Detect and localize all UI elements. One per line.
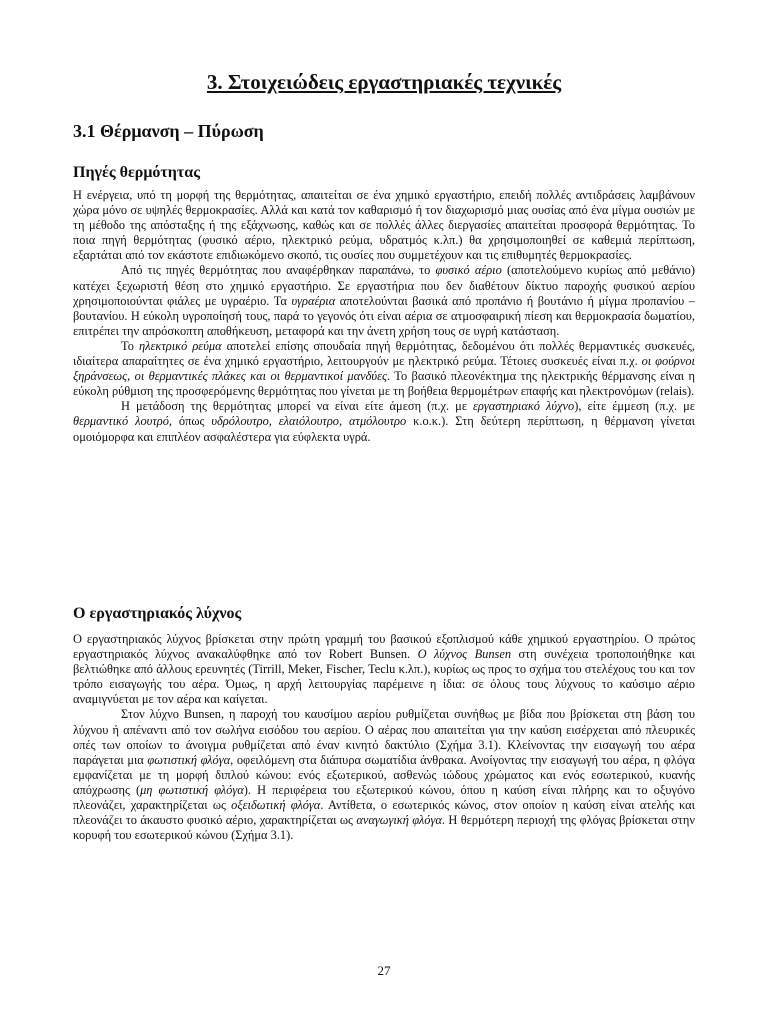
subsection-body-lab-burner (73, 632, 695, 843)
text-run: κ.ο.κ.). Στη δεύτερη περίπτωση, η θέρμανση γίνεται ομοιόμορφα και επιπλέον ασφαλέστερα για εύφλεκτα υγρά. (73, 414, 696, 444)
italic-term: αναγωγική φλόγα (356, 813, 442, 828)
text-run: αποτελούνται βασικά από προπάνιο ή βουτάνιο ή μίγμα προπανίου – βουτανίου. Η εύκολη υγροποίησή τους, παρά το γεγονός ότι είναι αέρια σε ατμοσφαιρική πίεση και θερμοκρασία δωματίου, επιτρέπει την απρόσκοπτη αποθήκευση, μεταφορά και την άνετη χρήση τους σε υγρή κατάσταση. (73, 293, 695, 338)
page-number: 27 (377, 963, 391, 978)
paragraph (73, 707, 695, 843)
italic-term: Ο λύχνος Bunsen (417, 647, 512, 662)
text-run: Η ενέργεια, υπό τη μορφή της θερμότητας, απαιτείται σε ένα χημικό εργαστήριο, επειδή πολλές αντιδράσεις λαμβάνουν χώρα μόνο σε υψηλές θερμοκρασίες. Αλλά και κατά τον καθαρισμό ή τον διαχωρισμό μιας ουσίας από ένα μίγμα ουσιών με τη μέθοδο της απόσταξης ή της εξάχνωσης, καθώς και σε πολλές άλλες διεργασίες απαιτείται προσφορά θερμότητας. Το ποια πηγή θερμότητας (φυσικό αέριο, ηλεκτρικό ρεύμα, υδρατμός κ.λπ.) θα χρησιμοποιηθεί σε καθεμιά περίπτωση, εξαρτάται από τον εκάστοτε επιδιωκόμενο σκοπό, τις ουσίες που συμμετέχουν και τις επιθυμητές θερμοκρασίες. (73, 188, 695, 263)
text-run: Από τις πηγές θερμότητας που αναφέρθηκαν παραπάνω, το (121, 263, 436, 278)
italic-term: υγραέρια (291, 293, 336, 308)
text-run: Το (121, 338, 139, 353)
text-run: στη συνέχεια τροποποιήθηκε και βελτιώθηκε από άλλους ερευνητές (Tirrill, Meker, Fischer, Teclu κ.λπ.), κυρίως ως προς το σχήμα του στελέχους του και τον τρόπο εισαγωγής του αέρα. Όμως, η αρχή λειτουργίας παρέμεινε η ίδια: σε όλους τους λύχνους το καύσιμο αέριο αναμιγνύεται με τον αέρα και καίγεται. (73, 647, 695, 707)
section-title: 3.1 Θέρμανση – Πύρωση (73, 121, 264, 141)
paragraph (73, 339, 695, 399)
italic-term: φωτιστική φλόγα (147, 752, 231, 767)
text-run: . Η θερμότερη περιοχή της φλόγας βρίσκεται στην κορυφή του εσωτερικού κώνου (Σχήμα 3.1). (73, 813, 695, 843)
text-run: (αποτελούμενο κυρίως από μεθάνιο) κατέχει ξεχωριστή θέση στο χημικό εργαστήριο. Σε εργαστήρια που δεν διαθέτουν δίκτυο παροχής φυσικού αερίου χρησιμοποιούνται φιάλες με υγραέριο. Τα (73, 263, 695, 308)
italic-term: υδρόλουτρο, ελαιόλουτρο, ατμόλουτρο (211, 414, 407, 429)
italic-term: ηλεκτρικό ρεύμα (138, 338, 222, 353)
text-run: . Αντίθετα, ο εσωτερικός κώνος, στον οποίον η καύση είναι ατελής και πλεονάζει το άκαυστο φυσικό αέριο, χαρακτηρίζεται ως (73, 798, 695, 828)
paragraph (73, 399, 695, 444)
chapter-title: 3. Στοιχειώδεις εργαστηριακές τεχνικές (206, 70, 562, 94)
italic-term: οξειδωτική φλόγα (231, 798, 321, 813)
paragraph (73, 632, 695, 707)
italic-term: εργαστηριακό λύχνο (473, 399, 575, 414)
text-run: . Το βασικό πλεονέκτημα της ηλεκτρικής θέρμανσης είναι η εύκολη ρύθμιση της προσφερόμενης θερμότητας που γίνεται με τη βοήθεια θερμομέτρων επαφής και ηλεκτρονόμων (relais). (73, 369, 695, 399)
subsection-heading-lab-burner: Ο εργαστηριακός λύχνος (73, 605, 242, 622)
italic-term: θερμαντικό λουτρό (73, 414, 169, 429)
italic-term: οι φούρνοι ξηράνσεως, οι θερμαντικές πλάκες και οι θερμαντικοί μανδύες (73, 354, 695, 384)
text-run: ), είτε έμμεση (π.χ. με (574, 399, 696, 414)
text-run: , οφειλόμενη στα διάπυρα σωματίδια άνθρακα. Ανοίγοντας την εισαγωγή του αέρα, η φλόγα εμφανίζεται με τη μορφή διπλού κώνου: ενός εξωτερικού, ασθενώς ιώδους χρώματος και ενός εσωτερικού, κυανής απόχρωσης ( (73, 752, 696, 797)
text-run: Στον λύχνο Bunsen, η παροχή του καυσίμου αερίου ρυθμίζεται συνήθως με βίδα που βρίσκεται στη βάση του λύχνου ή απέναντι από τον σωλήνα εισόδου του αερίου. Ο αέρας που απαιτείται για την καύση εισέρχεται από πλευρικές οπές των οποίων το άνοιγμα ρυθμίζεται από έναν κινητό δακτύλιο (Σχήμα 3.1). Κλείνοντας την εισαγωγή του αέρα παράγεται μια (73, 707, 695, 767)
subsection-body-heat-sources (73, 188, 695, 445)
text-run: αποτελεί επίσης σπουδαία πηγή θερμότητας, δεδομένου ότι πολλές θερμαντικές συσκευές, ιδιαίτερα απαραίτητες σε ένα χημικό εργαστήριο, λειτουργούν με ηλεκτρικό ρεύμα. Τέτοιες συσκευές είναι π.χ. (73, 338, 695, 369)
paragraph (73, 188, 695, 263)
italic-term: φυσικό αέριο (435, 263, 502, 278)
paragraph (73, 263, 695, 338)
text-run: Ο εργαστηριακός λύχνος βρίσκεται στην πρώτη γραμμή του βασικού εξοπλισμού κάθε χημικού εργαστηρίου. Ο πρώτος εργαστηριακός λύχνος ανακαλύφθηκε από τον Robert Bunsen. (73, 632, 695, 662)
text-run: Η μετάδοση της θερμότητας μπορεί να είναι είτε άμεση (π.χ. με (121, 399, 474, 414)
subsection-heading-heat-sources: Πηγές θερμότητας (73, 164, 200, 181)
italic-term: μη φωτιστική φλόγα (140, 782, 244, 797)
text-run: ). Η περιφέρεια του εξωτερικού κώνου, όπου η καύση είναι πλήρης και το οξυγόνο πλεονάζει, χαρακτηρίζεται ως (73, 782, 696, 813)
text-run: , όπως (168, 414, 212, 429)
